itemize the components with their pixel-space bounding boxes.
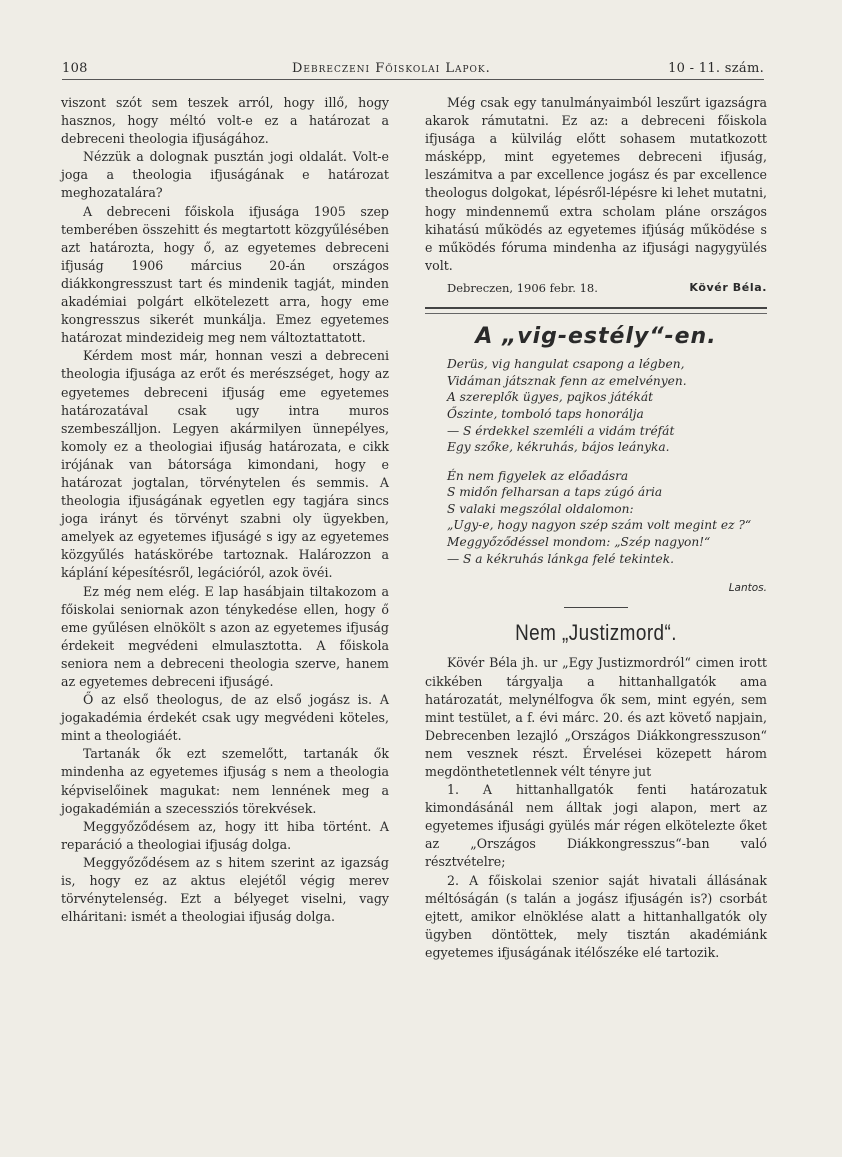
page-number: 108 [62, 61, 88, 76]
paragraph: 2. A főiskolai szenior saját hivatali állásának méltóságán (s talán a jogász ifjuságén is?) csorbát ejtett, amikor elnöklése alatt a hittanhallgatók oly ügyben döntöttek, mely tisztán akadémiánk egyetemes ifjuságának itélőszéke elé tartozik. [425, 872, 767, 960]
paragraph: Még csak egy tanulmányaimból leszűrt igazságra akarok rámutatni. Ez az: a debreceni főiskola ifjusága a külvilág előtt sohasem mutatkozott másképp, mint egyetemes debreceni ifjuság, leszámitva a par excellence jogász és par excellence theologus dolgokat, lépésről-lépésre ki lehet mutatni, hogy mindennemű extra scholam pláne országos kihatású működés az egyetemes ifjúság működése s e működés fóruma mindenha az ifjusági nagygyülés volt. [425, 95, 767, 273]
poem-line: S valaki megszólal oldalomon: [447, 501, 634, 516]
paragraph: Ez még nem elég. E lap hasábjain tiltakozom a főiskolai seniornak azon ténykedése ellen, hogy ő eme gyűlésen elnökölt s azon az egyetemes ifjuság érdekeit megvédeni elmulasztotta. A főiskola seniora nem a debreceni theologia szerve, hanem az egyetemes debreceni ifjuságé. [61, 583, 389, 689]
poem-line: S midőn felharsan a taps zúgó ária [447, 485, 663, 500]
issue-number: 10 - 11. szám. [668, 61, 764, 76]
poem-line: Én nem figyelek az előadásra [447, 468, 629, 483]
signature-place-date: Debreczen, 1906 febr. 18. [447, 280, 598, 295]
paragraph: A debreceni főiskola ifjusága 1905 szep temberében összehitt és megtartott közgyűlésében azt határozta, hogy ő, az egyetemes debreceni ifjuság 1906 március 20-án országos diákkongresszust tart és mindenik tagját, minden akadémiai polgárt elkötelezett arra, hogy eme kongresszus sikerét munkálja. Emez egyetemes határozat mindezideig meg nem változtattatott. [61, 203, 389, 346]
poem-line: Őszinte, tomboló taps honorálja [447, 406, 644, 421]
paragraph: 1. A hittanhallgatók fenti határozatuk kimondásánál nem álltak jogi alapon, mert az egyetemes ifjusági gyülés már régen elkötelezte őket az „Országos Diákkongresszus“-ban való résztvételre; [425, 782, 767, 870]
paragraph: Meggyőződésem az, hogy itt hiba történt. A reparáció a theologiai ifjuság dolga. [61, 818, 389, 852]
poem-title: A „vig-estély“-en. [475, 324, 717, 350]
paragraph: Ő az első theologus, de az első jogász is. A jogakadémia érdekét csak ugy megvédeni köteles, mint a theologiáét. [61, 692, 389, 744]
poem-stanza [425, 468, 767, 568]
poem-line: Meggyőződéssel mondom: „Szép nagyon!“ [447, 535, 711, 550]
poem-author: Lantos. [728, 582, 767, 595]
poem-line: „Ugy-e, hogy nagyon szép szám volt megint ez ?“ [447, 518, 752, 533]
paragraph: viszont szót sem teszek arról, hogy illő, hogy hasznos, hogy méltó volt-e ez a határozat a debreceni theologia ifjuságához. [61, 95, 389, 147]
header-rule [62, 79, 764, 80]
paragraph: Meggyőződésem az s hitem szerint az igazság is, hogy ez az aktus elejétől végig merev törvénytelenség. Ezt a bélyeget viselni, vagy elháritani: ismét a theologiai ifjuság dolga. [61, 854, 389, 925]
poem-line: — S érdekkel szemléli a vidám tréfát [447, 423, 675, 438]
paragraph: Tartanák ők ezt szemelőtt, tartanák ők mindenha az egyetemes ifjuság s nem a theologia képviselőinek magukat: nem lennének meg a jogakadémián a szecessziós törekvések. [61, 746, 389, 816]
article-title: Nem „Justizmord“. [515, 620, 677, 646]
right-column [425, 94, 767, 962]
paragraph: Kérdem most már, honnan veszi a debreceni theologia ifjusága az erőt és merészséget, hogy az egyetemes debreceni ifjuság eme egyetemes határozatával csak ugy intra muros szembeszálljon. Legyen akármilyen ünnepélyes, komoly ez a theologiai ifjuság határozata, e cikk irójának van bátorsága kimondani, hogy e határozat jogtalan, törvénytelen és semmis. A theologia ifjuságának egyetlen egy tagjára sincs joga irányt és törvényt szabni oly ügyekben, amelyek az egyetemes ifjuságé s igy az egyetemes közgyűlés hatáskörébe tartoznak. Halározzon a káplání képesítésről, legációról, azok övéi. [61, 348, 389, 581]
journal-title: Debreczeni Főiskolai Lapok. [292, 61, 491, 76]
section-divider [425, 307, 767, 314]
poem-line: Derüs, vig hangulat csapong a légben, [447, 357, 685, 372]
poem-line: Egy szőke, kékruhás, bájos leányka. [447, 440, 670, 455]
running-head [62, 61, 764, 81]
poem-stanza [425, 356, 767, 456]
paragraph: Kövér Béla jh. ur „Egy Justizmordról“ cimen irott cikkében tárgyalja a hittanhallgatók ama határozatát, melynélfogva ők sem, mint egyén, sem mint testület, a f. évi márc. 20. és azt követő napjain, Debrecenben lezajló „Országos Diákkongresszuson“ nem vesznek részt. Érvelései közepett három megdönthetetlennek vélt tényre jut [425, 655, 767, 779]
left-column [61, 94, 389, 926]
section-divider [564, 607, 628, 608]
paragraph: Nézzük a dolognak pusztán jogi oldalát. Volt-e joga a theologia ifjuságának e határozat meghozatalára? [61, 149, 389, 201]
signature-author: Kövér Béla. [689, 280, 767, 294]
signature [425, 279, 767, 297]
poem-line: Vidáman játsznak fenn az emelvényen. [447, 373, 687, 388]
poem-line: — S a kékruhás lánkga felé tekintek. [447, 551, 674, 566]
poem-line: A szereplők ügyes, pajkos játékát [447, 390, 654, 405]
